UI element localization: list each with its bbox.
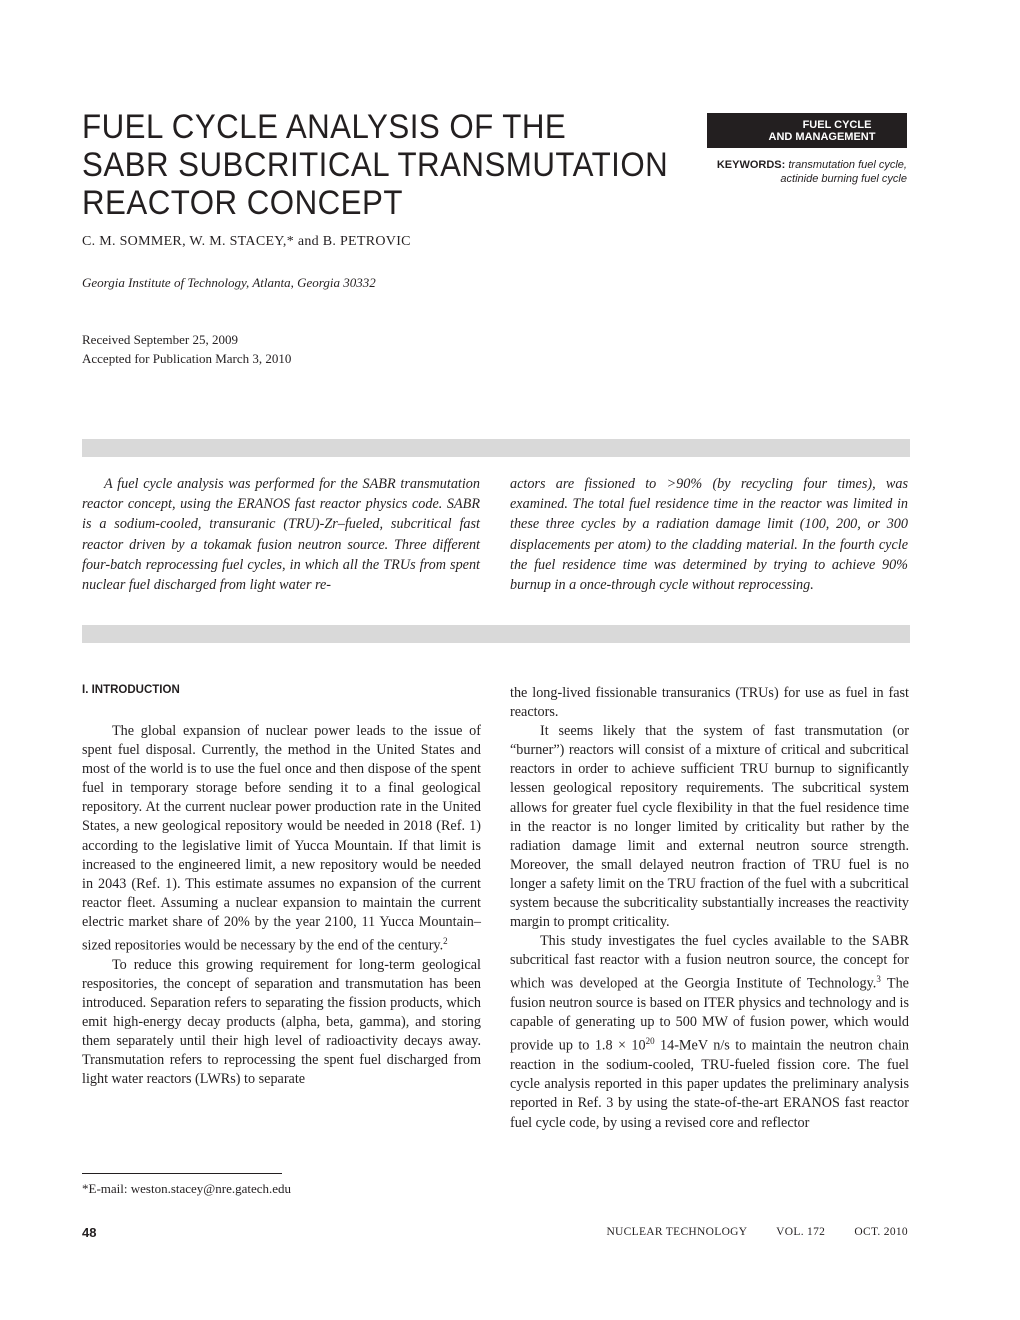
paragraph (82, 722, 481, 956)
keywords (707, 158, 907, 186)
abstract-left-column (82, 474, 480, 595)
section-line-2: AND MANAGEMENT (768, 131, 876, 143)
paper-title (82, 108, 669, 222)
title-line-3: REACTOR CONCEPT (82, 184, 403, 222)
journal-name: NUCLEAR TECHNOLOGY (606, 1226, 747, 1238)
title-line-2: SABR SUBCRITICAL TRANSMUTATION (82, 146, 669, 184)
received-date: Received September 25, 2009 (82, 332, 238, 347)
abstract-top-rule (82, 439, 910, 457)
section-badge (707, 113, 907, 148)
exponent: 20 (645, 1036, 655, 1047)
section-line-1: FUEL CYCLE (802, 119, 872, 131)
abstract-right-text: actors are fissioned to >90% (by recycling four times), was examined. The total fuel residence time in the reactor was limited in these three cycles by a radiation damage limit (100, 200, or 300 displacements per atom) to the cladding material. In the fourth cycle the fuel residence time was determined by trying to achieve 90% burnup in a once-through cycle without reprocessing. (510, 476, 908, 594)
affiliation: Georgia Institute of Technology, Atlanta, Georgia 30332 (82, 275, 376, 290)
reference-ref: 3 (876, 974, 881, 985)
paragraph: It seems likely that the system of fast transmutation (or “burner”) reactors will consist of a mixture of critical and subcritical reactors in order to achieve sufficient TRU burnup to significantly lessen geological repository requirements. The subcritical system allows for greater fuel cycle flexibility in that the fuel residence time in the reactor is no longer limited by criticality but rather by the radiation damage limit and external neutron source strength. Moreover, the small delayed neutron fraction of TRU fuel is no longer a safety limit on the TRU fraction of the fuel with a subcritical system because the subcriticality substantially increases the reactivity margin to prompt criticality. (510, 723, 909, 931)
journal-volume: VOL. 172 (776, 1226, 826, 1238)
paragraph (510, 932, 909, 1132)
paragraph-text: 14-MeV n/s to maintain the neutron chain reaction in the sodium-cooled, TRU-fueled fission core. The fuel cycle analysis reported in this paper updates the preliminary analysis reported in Ref. 3 by using the state-of-the-art ERANOS fast reactor fuel cycle code, by using a revised core and reflector (510, 1038, 909, 1131)
abstract-bottom-rule (82, 625, 910, 643)
journal-date: OCT. 2010 (854, 1226, 908, 1238)
keywords-text: transmutation fuel cycle, actinide burning fuel cycle (780, 159, 907, 185)
body-left-column (82, 722, 481, 1090)
footnote-ref: 2 (443, 936, 448, 947)
paragraph: To reduce this growing requirement for long-term geological respositories, the concept of separation and transmutation has been introduced. Separation refers to separating the fission products, which emit high-energy decay products (alpha, beta, gamma), and storing them separately until their high level of radioactivity decays away. Transmutation refers to reprocessing the spent fuel discharged from light water reactors (LWRs) to separate (82, 956, 481, 1088)
paragraph-text: This study investigates the fuel cycles available to the SABR subcritical fast reactor with a fusion neutron source, the concept for which was developed at the Georgia Institute of Technology. (510, 933, 909, 993)
paragraph-text: The fusion neutron source is based on ITER physics and technology and is capable of generating up to 500 MW of fusion power, which would provide up to 1.8 × 10 (510, 976, 909, 1055)
dates (82, 330, 291, 368)
footnote-rule (82, 1173, 282, 1174)
abstract-right-column (510, 474, 908, 595)
section-heading: I. INTRODUCTION (82, 684, 180, 696)
paragraph-text: The global expansion of nuclear power leads to the issue of spent fuel disposal. Currently, the method in the United States and most of the world is to use the fuel once and then dispose of the spent fuel in temporary storage before sending it to a final geological repository. At the current nuclear power production rate in the United States, a new geological repository would be needed in 2018 (Ref. 1) according to the legislative limit of Yucca Mountain. If that limit is increased to the engineered limit, a new repository would be needed in 2043 (Ref. 1). This estimate assumes no expansion of the current reactor fleet. Assuming a nuclear expansion to maintain the current electric market share of 20% by the year 2100, 11 Yucca Mountain–sized repositories would be necessary by the end of the century. (82, 723, 481, 954)
abstract-left-text: A fuel cycle analysis was performed for the SABR transmutation reactor concept, using the ERANOS fast reactor physics code. SABR is a sodium-cooled, transuranic (TRU)-Zr–fueled, subcritical fast reactor driven by a tokamak fusion neutron source. Three different four-batch reprocessing fuel cycles, in which all the TRUs from spent nuclear fuel discharged from light water re- (82, 476, 480, 594)
footnote: *E-mail: weston.stacey@nre.gatech.edu (82, 1181, 292, 1196)
accepted-date: Accepted for Publication March 3, 2010 (82, 351, 292, 366)
paragraph: the long-lived fissionable transuranics (TRUs) for use as fuel in fast reactors. (510, 685, 909, 721)
keywords-label: KEYWORDS: (716, 159, 786, 171)
authors: C. M. SOMMER, W. M. STACEY,* and B. PETROVIC (82, 234, 411, 249)
journal-footer (606, 1226, 908, 1238)
page-number: 48 (82, 1225, 97, 1240)
body-right-column (510, 684, 909, 1133)
title-line-1: FUEL CYCLE ANALYSIS OF THE (82, 108, 567, 146)
